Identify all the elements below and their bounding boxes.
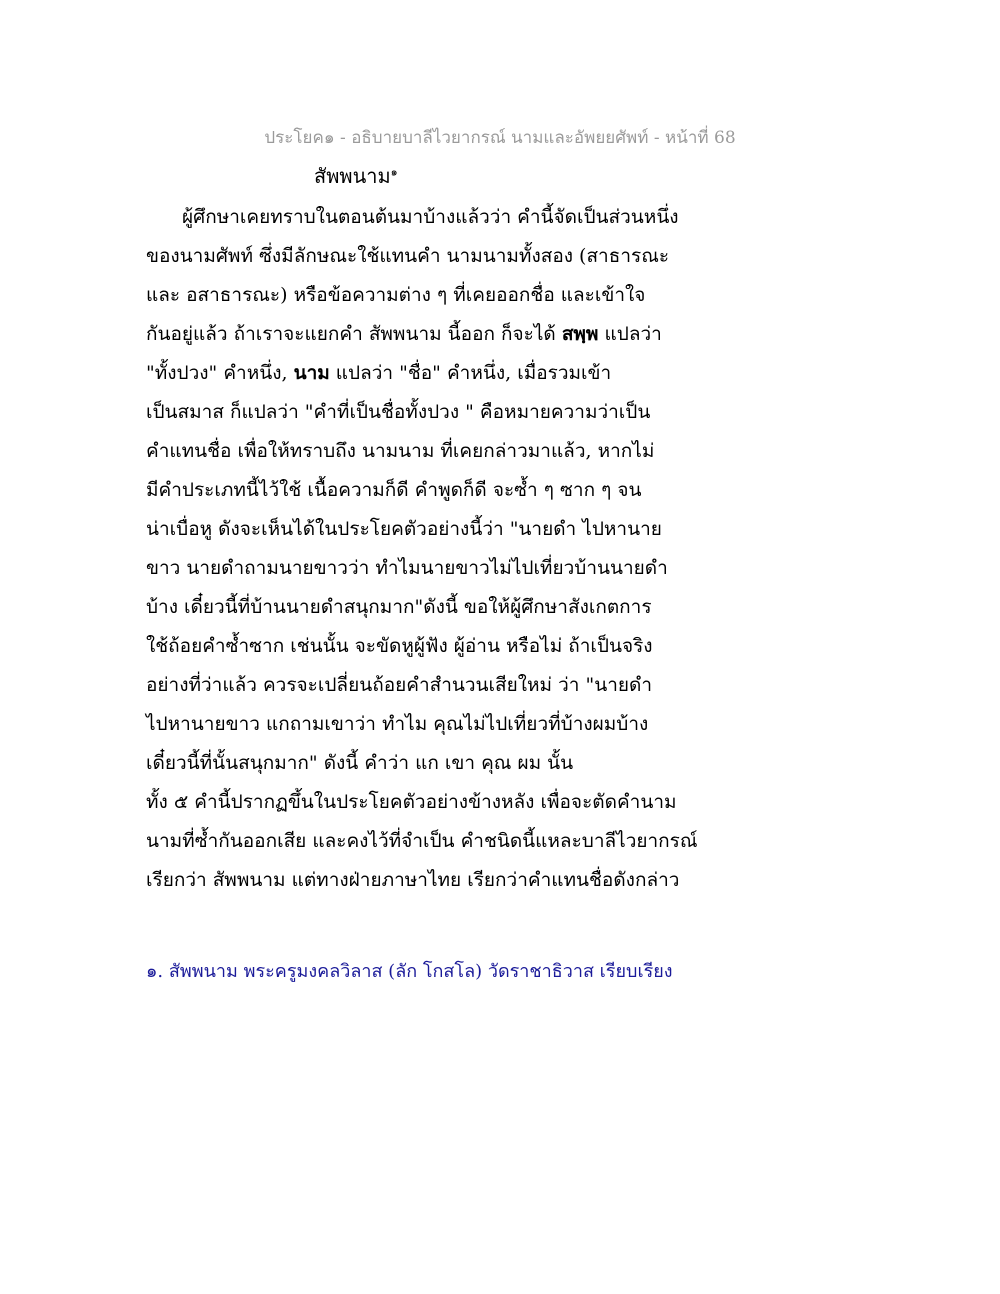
body-line: ใช้ถ้อยคำซ้ำซาก เช่นนั้น จะขัดหูผู้ฟัง ผู้อ่าน หรือไม่ ถ้าเป็นจริง [146,635,653,657]
body-line: และ อสาธารณะ) หรือข้อความต่าง ๆ ที่เคยออกชื่อ และเข้าใจ [146,284,646,306]
body-text [146,198,706,900]
body-line: ไปหานายขาว แกถามเขาว่า ทำไม คุณไม่ไปเที่ยวที่บ้างผมบ้าง [146,713,649,735]
body-line-segment: แปลว่า "ชื่อ" คำหนึ่ง, เมื่อรวมเข้า [329,362,612,384]
body-line: อย่างที่ว่าแล้ว ควรจะเปลี่ยนถ้อยคำสำนวนเสียใหม่ ว่า "นายดำ [146,674,653,696]
body-line: ทั้ง ๕ คำนี้ปรากฏขึ้นในประโยคตัวอย่างข้างหลัง เพื่อจะตัดคำนาม [146,791,677,813]
body-line: ขาว นายดำถามนายขาวว่า ทำไมนายขาวไม่ไปเที่ยวบ้านนายดำ [146,557,668,579]
body-line [146,315,706,354]
footnote-marker: ๑ [390,165,398,179]
body-line: มีคำประเภทนี้ไว้ใช้ เนื้อความก็ดี คำพูดก็ดี จะซ้ำ ๆ ซาก ๆ จน [146,479,642,501]
section-title [314,160,398,192]
body-line: เป็นสมาส ก็แปลว่า "คำที่เป็นชื่อทั้งปวง " คือหมายความว่าเป็น [146,401,651,423]
body-line-segment: กันอยู่แล้ว ถ้าเราจะแยกคำ สัพพนาม นี้ออก ก็จะได้ [146,323,562,345]
page-header: ประโยค๑ - อธิบายบาลีไวยากรณ์ นามและอัพยยศัพท์ - หน้าที่ 68 [264,128,736,148]
body-line: น่าเบื่อหู ดังจะเห็นได้ในประโยคตัวอย่างนี้ว่า "นายดำ ไปหานาย [146,518,662,540]
body-line: ผู้ศึกษาเคยทราบในตอนต้นมาบ้างแล้วว่า คำนี้จัดเป็นส่วนหนึ่ง [182,206,679,228]
body-line-segment: แปลว่า [598,323,662,345]
body-line-segment: "ทั้งปวง" คำหนึ่ง, [146,362,294,384]
section-title-text: สัพพนาม [314,164,391,188]
footnote: ๑. สัพพนาม พระครูมงคลวิลาส (ลัก โกสโล) วัดราชาธิวาส เรียบเรียง [146,961,673,982]
body-line: ของนามศัพท์ ซึ่งมีลักษณะใช้แทนคำ นามนามทั้งสอง (สาธารณะ [146,245,670,267]
body-line: คำแทนชื่อ เพื่อให้ทราบถึง นามนาม ที่เคยกล่าวมาแล้ว, หากไม่ [146,440,655,462]
bold-term-sabba: สพฺพ [561,323,599,345]
body-line: เดี๋ยวนี้ที่นั้นสนุกมาก" ดังนี้ คำว่า แก เขา คุณ ผม นั้น [146,752,574,774]
body-line: บ้าง เดี๋ยวนี้ที่บ้านนายดำสนุกมาก"ดังนี้ ขอให้ผู้ศึกษาสังเกตการ [146,596,652,618]
bold-term-nama: นาม [293,362,330,384]
body-line [146,354,706,393]
body-line: เรียกว่า สัพพนาม แต่ทางฝ่ายภาษาไทย เรียกว่าคำแทนชื่อดังกล่าว [146,869,680,891]
body-line: นามที่ซ้ำกันออกเสีย และคงไว้ที่จำเป็น คำชนิดนี้แหละบาลีไวยากรณ์ [146,830,698,852]
